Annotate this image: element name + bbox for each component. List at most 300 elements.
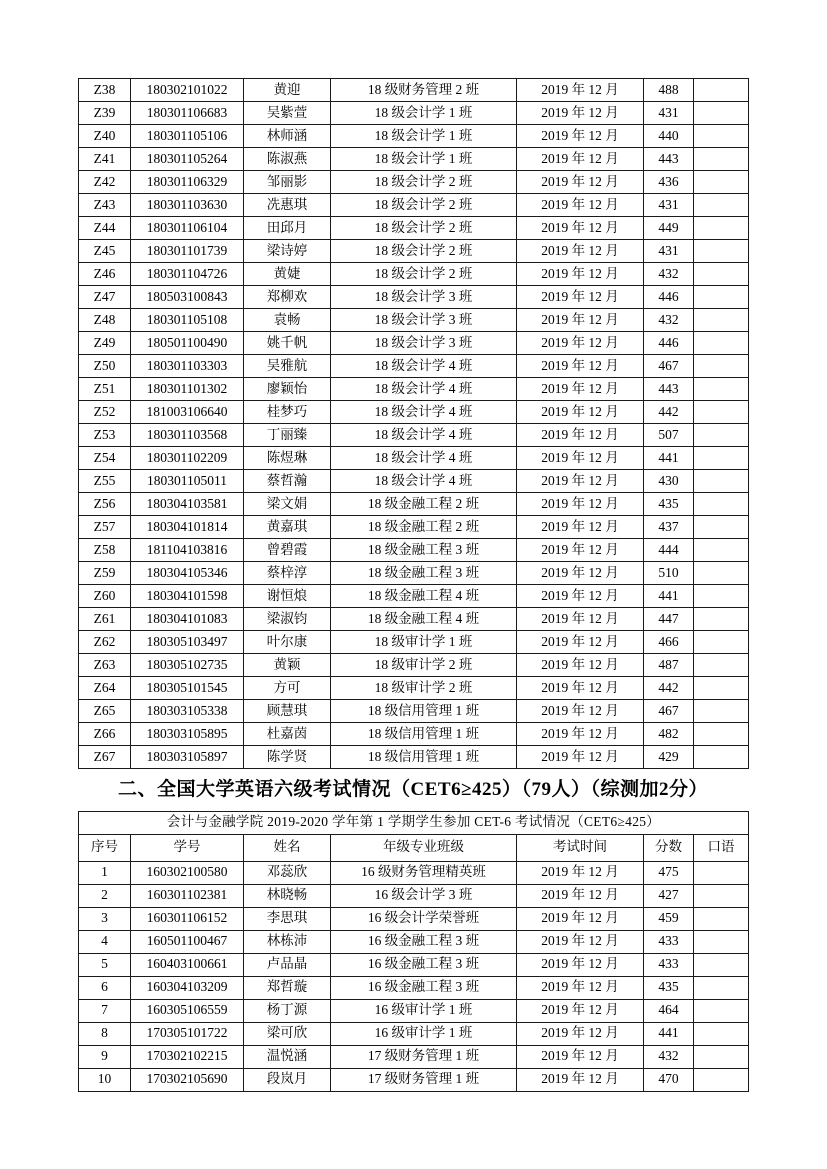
cell-score: 510 [644, 562, 694, 585]
header-exam-date: 考试时间 [517, 834, 644, 861]
cell-seq: 6 [79, 976, 131, 999]
cell-seq: Z55 [79, 470, 131, 493]
cell-name: 陈淑燕 [244, 148, 331, 171]
cell-score: 487 [644, 654, 694, 677]
cell-oral [694, 516, 749, 539]
cell-student-id: 181003106640 [131, 401, 244, 424]
cell-exam-date: 2019 年 12 月 [517, 286, 644, 309]
cell-name: 吴紫萱 [244, 102, 331, 125]
cell-exam-date: 2019 年 12 月 [517, 125, 644, 148]
cell-seq: Z50 [79, 355, 131, 378]
cell-class: 16 级金融工程 3 班 [331, 953, 517, 976]
cet4-results-table [78, 78, 749, 769]
cell-seq: Z67 [79, 746, 131, 769]
cell-score: 432 [644, 309, 694, 332]
table-row [79, 976, 749, 999]
cell-exam-date: 2019 年 12 月 [517, 401, 644, 424]
cell-seq: Z65 [79, 700, 131, 723]
table-row [79, 700, 749, 723]
cell-seq: 4 [79, 930, 131, 953]
cell-student-id: 180301106104 [131, 217, 244, 240]
cell-oral [694, 907, 749, 930]
cell-seq: Z39 [79, 102, 131, 125]
cell-score: 431 [644, 194, 694, 217]
cell-score: 443 [644, 378, 694, 401]
cell-name: 卢品晶 [244, 953, 331, 976]
cell-seq: Z41 [79, 148, 131, 171]
cell-score: 466 [644, 631, 694, 654]
cell-seq: Z58 [79, 539, 131, 562]
cell-oral [694, 79, 749, 102]
cell-oral [694, 723, 749, 746]
table-row [79, 148, 749, 171]
cell-score: 436 [644, 171, 694, 194]
cell-oral [694, 953, 749, 976]
table-row [79, 907, 749, 930]
cell-student-id: 160305106559 [131, 999, 244, 1022]
cell-class: 18 级会计学 2 班 [331, 217, 517, 240]
cell-score: 464 [644, 999, 694, 1022]
cell-exam-date: 2019 年 12 月 [517, 654, 644, 677]
cell-name: 郑哲璇 [244, 976, 331, 999]
cell-exam-date: 2019 年 12 月 [517, 447, 644, 470]
cell-class: 16 级会计学荣誉班 [331, 907, 517, 930]
cell-seq: Z56 [79, 493, 131, 516]
cell-score: 446 [644, 286, 694, 309]
header-student-id: 学号 [131, 834, 244, 861]
cell-seq: 8 [79, 1022, 131, 1045]
cell-score: 430 [644, 470, 694, 493]
cell-student-id: 180305101545 [131, 677, 244, 700]
cell-exam-date: 2019 年 12 月 [517, 999, 644, 1022]
table-row [79, 102, 749, 125]
cell-score: 441 [644, 585, 694, 608]
cell-score: 488 [644, 79, 694, 102]
cell-oral [694, 470, 749, 493]
table-row [79, 470, 749, 493]
cell-name: 黄婕 [244, 263, 331, 286]
cell-score: 475 [644, 861, 694, 884]
cell-oral [694, 677, 749, 700]
cell-exam-date: 2019 年 12 月 [517, 493, 644, 516]
table-row [79, 677, 749, 700]
table-row [79, 631, 749, 654]
cell-class: 18 级会计学 3 班 [331, 286, 517, 309]
cell-class: 18 级财务管理 2 班 [331, 79, 517, 102]
cell-class: 16 级审计学 1 班 [331, 999, 517, 1022]
cell-student-id: 180304105346 [131, 562, 244, 585]
cell-seq: Z63 [79, 654, 131, 677]
cell-exam-date: 2019 年 12 月 [517, 424, 644, 447]
cell-seq: Z53 [79, 424, 131, 447]
cell-seq: Z64 [79, 677, 131, 700]
cell-exam-date: 2019 年 12 月 [517, 585, 644, 608]
table-row [79, 953, 749, 976]
cell-score: 432 [644, 263, 694, 286]
cell-oral [694, 148, 749, 171]
cell-class: 18 级会计学 3 班 [331, 332, 517, 355]
cell-oral [694, 884, 749, 907]
cell-student-id: 180304101814 [131, 516, 244, 539]
cell-score: 435 [644, 493, 694, 516]
cell-score: 432 [644, 1045, 694, 1068]
cell-student-id: 180304101598 [131, 585, 244, 608]
cell-score: 447 [644, 608, 694, 631]
cell-student-id: 160301106152 [131, 907, 244, 930]
cell-exam-date: 2019 年 12 月 [517, 700, 644, 723]
cell-exam-date: 2019 年 12 月 [517, 309, 644, 332]
cell-class: 18 级审计学 1 班 [331, 631, 517, 654]
cell-seq: 7 [79, 999, 131, 1022]
cell-student-id: 180305103497 [131, 631, 244, 654]
cell-exam-date: 2019 年 12 月 [517, 240, 644, 263]
table-row [79, 861, 749, 884]
cet6-table-title: 会计与金融学院 2019-2020 学年第 1 学期学生参加 CET-6 考试情况（CET6≥425） [79, 811, 749, 834]
cell-oral [694, 930, 749, 953]
cell-seq: 9 [79, 1045, 131, 1068]
cell-score: 435 [644, 976, 694, 999]
cell-score: 440 [644, 125, 694, 148]
cell-score: 429 [644, 746, 694, 769]
cet4-results-table-body [79, 79, 749, 769]
cell-oral [694, 401, 749, 424]
cell-class: 18 级信用管理 1 班 [331, 746, 517, 769]
cell-seq: Z42 [79, 171, 131, 194]
cell-oral [694, 1022, 749, 1045]
cet6-results-table-body [79, 811, 749, 1091]
cell-class: 18 级会计学 3 班 [331, 309, 517, 332]
cell-oral [694, 171, 749, 194]
cell-class: 16 级会计学 3 班 [331, 884, 517, 907]
cell-oral [694, 240, 749, 263]
table-row [79, 309, 749, 332]
cell-exam-date: 2019 年 12 月 [517, 148, 644, 171]
cell-seq: Z51 [79, 378, 131, 401]
cell-student-id: 180301105264 [131, 148, 244, 171]
cell-score: 443 [644, 148, 694, 171]
cell-score: 441 [644, 447, 694, 470]
table-row [79, 1022, 749, 1045]
cell-oral [694, 378, 749, 401]
table-row [79, 608, 749, 631]
cell-name: 蔡梓淳 [244, 562, 331, 585]
cell-score: 459 [644, 907, 694, 930]
cell-seq: Z59 [79, 562, 131, 585]
cell-exam-date: 2019 年 12 月 [517, 1045, 644, 1068]
cell-name: 桂梦巧 [244, 401, 331, 424]
cell-class: 18 级会计学 2 班 [331, 194, 517, 217]
cell-name: 丁丽臻 [244, 424, 331, 447]
cell-name: 郑柳欢 [244, 286, 331, 309]
table-row [79, 746, 749, 769]
cell-score: 427 [644, 884, 694, 907]
cell-oral [694, 217, 749, 240]
cell-class: 17 级财务管理 1 班 [331, 1045, 517, 1068]
cell-class: 18 级审计学 2 班 [331, 654, 517, 677]
table-row [79, 654, 749, 677]
cell-name: 温悦涵 [244, 1045, 331, 1068]
cell-score: 431 [644, 240, 694, 263]
cell-exam-date: 2019 年 12 月 [517, 723, 644, 746]
cell-oral [694, 447, 749, 470]
cell-score: 449 [644, 217, 694, 240]
cell-name: 曾碧霞 [244, 539, 331, 562]
cell-class: 16 级审计学 1 班 [331, 1022, 517, 1045]
table-row [79, 240, 749, 263]
cell-seq: Z38 [79, 79, 131, 102]
cell-name: 廖颖怡 [244, 378, 331, 401]
cell-oral [694, 424, 749, 447]
cell-seq: Z44 [79, 217, 131, 240]
cell-name: 顾慧琪 [244, 700, 331, 723]
cell-score: 437 [644, 516, 694, 539]
cell-exam-date: 2019 年 12 月 [517, 562, 644, 585]
cell-name: 吴雅航 [244, 355, 331, 378]
cell-exam-date: 2019 年 12 月 [517, 470, 644, 493]
header-score: 分数 [644, 834, 694, 861]
cell-oral [694, 746, 749, 769]
cell-class: 18 级会计学 2 班 [331, 263, 517, 286]
cell-name: 梁诗婷 [244, 240, 331, 263]
header-name: 姓名 [244, 834, 331, 861]
cell-exam-date: 2019 年 12 月 [517, 539, 644, 562]
cell-exam-date: 2019 年 12 月 [517, 631, 644, 654]
cell-student-id: 180305102735 [131, 654, 244, 677]
cell-oral [694, 700, 749, 723]
table-row [79, 1068, 749, 1091]
cell-exam-date: 2019 年 12 月 [517, 378, 644, 401]
table-row [79, 447, 749, 470]
cell-student-id: 181104103816 [131, 539, 244, 562]
cell-seq: Z52 [79, 401, 131, 424]
cell-student-id: 180301106683 [131, 102, 244, 125]
cell-class: 18 级会计学 4 班 [331, 424, 517, 447]
cell-score: 467 [644, 355, 694, 378]
cell-student-id: 180301104726 [131, 263, 244, 286]
cell-exam-date: 2019 年 12 月 [517, 516, 644, 539]
cell-exam-date: 2019 年 12 月 [517, 861, 644, 884]
cell-oral [694, 539, 749, 562]
cell-oral [694, 631, 749, 654]
cell-exam-date: 2019 年 12 月 [517, 332, 644, 355]
cell-oral [694, 125, 749, 148]
cell-name: 田邱月 [244, 217, 331, 240]
table-row [79, 930, 749, 953]
cell-score: 470 [644, 1068, 694, 1091]
cell-seq: Z48 [79, 309, 131, 332]
cell-class: 16 级金融工程 3 班 [331, 976, 517, 999]
cell-student-id: 180301105106 [131, 125, 244, 148]
cell-student-id: 180303105338 [131, 700, 244, 723]
cell-name: 谢恒烺 [244, 585, 331, 608]
cell-oral [694, 976, 749, 999]
cell-exam-date: 2019 年 12 月 [517, 930, 644, 953]
cell-oral [694, 562, 749, 585]
cell-score: 467 [644, 700, 694, 723]
cell-class: 18 级金融工程 4 班 [331, 608, 517, 631]
cell-seq: Z49 [79, 332, 131, 355]
cell-class: 18 级会计学 4 班 [331, 447, 517, 470]
cell-student-id: 180301105108 [131, 309, 244, 332]
cell-seq: Z57 [79, 516, 131, 539]
cell-seq: Z54 [79, 447, 131, 470]
cell-oral [694, 355, 749, 378]
table-row [79, 217, 749, 240]
table-row [79, 332, 749, 355]
table-header-row [79, 834, 749, 861]
cell-seq: Z61 [79, 608, 131, 631]
cell-exam-date: 2019 年 12 月 [517, 608, 644, 631]
cell-class: 18 级金融工程 4 班 [331, 585, 517, 608]
table-row [79, 585, 749, 608]
cell-name: 林师涵 [244, 125, 331, 148]
cell-exam-date: 2019 年 12 月 [517, 263, 644, 286]
cell-score: 507 [644, 424, 694, 447]
cell-class: 18 级会计学 2 班 [331, 171, 517, 194]
cell-exam-date: 2019 年 12 月 [517, 746, 644, 769]
cell-oral [694, 654, 749, 677]
cell-exam-date: 2019 年 12 月 [517, 79, 644, 102]
cell-student-id: 180302101022 [131, 79, 244, 102]
table-row [79, 194, 749, 217]
cell-score: 446 [644, 332, 694, 355]
cell-seq: 2 [79, 884, 131, 907]
cell-student-id: 180301101302 [131, 378, 244, 401]
cell-score: 441 [644, 1022, 694, 1045]
table-row [79, 999, 749, 1022]
cell-student-id: 160301102381 [131, 884, 244, 907]
cell-seq: Z46 [79, 263, 131, 286]
cell-class: 18 级会计学 1 班 [331, 148, 517, 171]
table-row [79, 355, 749, 378]
cell-class: 18 级会计学 4 班 [331, 401, 517, 424]
cell-name: 黄嘉琪 [244, 516, 331, 539]
cell-class: 17 级财务管理 1 班 [331, 1068, 517, 1091]
cell-student-id: 180301103568 [131, 424, 244, 447]
cell-name: 姚千帆 [244, 332, 331, 355]
cell-name: 梁文娟 [244, 493, 331, 516]
cell-class: 18 级会计学 4 班 [331, 470, 517, 493]
cell-seq: Z40 [79, 125, 131, 148]
cell-oral [694, 1045, 749, 1068]
cell-exam-date: 2019 年 12 月 [517, 217, 644, 240]
table-row [79, 493, 749, 516]
cell-oral [694, 861, 749, 884]
cell-name: 陈煜琳 [244, 447, 331, 470]
cell-student-id: 170302102215 [131, 1045, 244, 1068]
cell-name: 邓蕊欣 [244, 861, 331, 884]
cell-student-id: 180301103303 [131, 355, 244, 378]
cell-name: 李思琪 [244, 907, 331, 930]
cell-name: 梁淑钧 [244, 608, 331, 631]
cell-class: 18 级审计学 2 班 [331, 677, 517, 700]
cell-student-id: 180301101739 [131, 240, 244, 263]
cell-student-id: 180304103581 [131, 493, 244, 516]
cell-name: 林晓畅 [244, 884, 331, 907]
cell-name: 杜嘉茵 [244, 723, 331, 746]
cell-oral [694, 585, 749, 608]
header-seq: 序号 [79, 834, 131, 861]
cell-exam-date: 2019 年 12 月 [517, 194, 644, 217]
cell-seq: 1 [79, 861, 131, 884]
cell-class: 18 级会计学 1 班 [331, 125, 517, 148]
table-row [79, 79, 749, 102]
cell-exam-date: 2019 年 12 月 [517, 884, 644, 907]
cell-student-id: 180304101083 [131, 608, 244, 631]
cell-student-id: 180303105895 [131, 723, 244, 746]
cell-student-id: 180303105897 [131, 746, 244, 769]
cell-student-id: 170305101722 [131, 1022, 244, 1045]
cell-class: 18 级会计学 1 班 [331, 102, 517, 125]
cell-seq: Z47 [79, 286, 131, 309]
cell-name: 梁可欣 [244, 1022, 331, 1045]
table-title-row [79, 811, 749, 834]
cell-oral [694, 608, 749, 631]
cell-class: 18 级会计学 4 班 [331, 378, 517, 401]
table-row [79, 171, 749, 194]
cell-name: 黄颖 [244, 654, 331, 677]
table-row [79, 1045, 749, 1068]
table-row [79, 378, 749, 401]
table-row [79, 562, 749, 585]
cell-student-id: 160403100661 [131, 953, 244, 976]
table-row [79, 424, 749, 447]
cell-oral [694, 999, 749, 1022]
cell-class: 18 级金融工程 3 班 [331, 539, 517, 562]
cell-exam-date: 2019 年 12 月 [517, 171, 644, 194]
cell-exam-date: 2019 年 12 月 [517, 102, 644, 125]
cell-class: 18 级金融工程 2 班 [331, 493, 517, 516]
cell-name: 黄迎 [244, 79, 331, 102]
cell-class: 16 级金融工程 3 班 [331, 930, 517, 953]
cell-oral [694, 194, 749, 217]
header-class: 年级专业班级 [331, 834, 517, 861]
cell-exam-date: 2019 年 12 月 [517, 976, 644, 999]
table-row [79, 884, 749, 907]
cell-student-id: 180301105011 [131, 470, 244, 493]
table-row [79, 516, 749, 539]
cell-score: 444 [644, 539, 694, 562]
cell-seq: Z62 [79, 631, 131, 654]
table-row [79, 125, 749, 148]
cell-class: 18 级信用管理 1 班 [331, 723, 517, 746]
cell-student-id: 160304103209 [131, 976, 244, 999]
cell-name: 段岚月 [244, 1068, 331, 1091]
table-row [79, 286, 749, 309]
cell-score: 433 [644, 930, 694, 953]
cell-class: 18 级信用管理 1 班 [331, 700, 517, 723]
cell-name: 杨丁源 [244, 999, 331, 1022]
cell-oral [694, 286, 749, 309]
table-row [79, 723, 749, 746]
header-oral: 口语 [694, 834, 749, 861]
cell-exam-date: 2019 年 12 月 [517, 355, 644, 378]
cell-class: 18 级会计学 2 班 [331, 240, 517, 263]
cell-score: 442 [644, 677, 694, 700]
cell-exam-date: 2019 年 12 月 [517, 1068, 644, 1091]
cell-oral [694, 263, 749, 286]
cell-score: 482 [644, 723, 694, 746]
cell-oral [694, 309, 749, 332]
cell-oral [694, 493, 749, 516]
cet6-section-heading: 二、全国大学英语六级考试情况（CET6≥425）（79人）（综测加2分） [118, 779, 708, 800]
cell-score: 431 [644, 102, 694, 125]
cell-student-id: 180503100843 [131, 286, 244, 309]
cell-name: 林栋沛 [244, 930, 331, 953]
cell-seq: Z43 [79, 194, 131, 217]
cell-name: 袁畅 [244, 309, 331, 332]
cell-class: 18 级金融工程 3 班 [331, 562, 517, 585]
